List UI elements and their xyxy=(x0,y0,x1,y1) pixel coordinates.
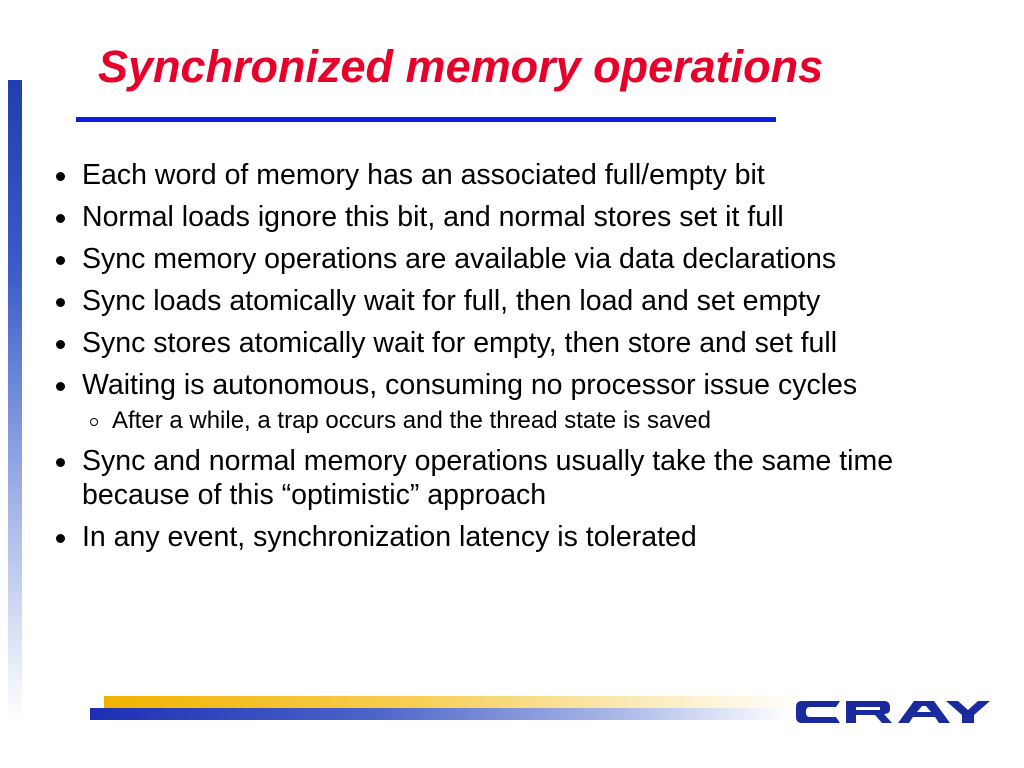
bullet-text: Normal loads ignore this bit, and normal stores set it full xyxy=(82,201,784,233)
bullet-dot-icon xyxy=(56,458,65,467)
sub-bullet-list xyxy=(82,406,1002,436)
bullet-dot-icon xyxy=(56,340,65,349)
bullet-text: Sync stores atomically wait for empty, then store and set full xyxy=(82,327,838,359)
bullet-item xyxy=(52,158,1002,192)
bullet-text: Waiting is autonomous, consuming no processor issue cycles xyxy=(82,369,858,401)
bullet-dot-icon xyxy=(56,534,65,543)
bullet-dot-icon xyxy=(56,214,65,223)
left-gradient-bar xyxy=(8,80,22,720)
bullet-item xyxy=(52,242,1002,276)
bullet-item xyxy=(52,200,1002,234)
sub-bullet-item xyxy=(60,406,1002,436)
bullet-item xyxy=(52,444,1002,512)
bullet-text: Each word of memory has an associated full/empty bit xyxy=(82,159,765,191)
bullet-text: Sync and normal memory operations usually take the same time because of this “optimistic” approach xyxy=(82,445,894,511)
bullet-dot-icon xyxy=(56,256,65,265)
bullet-dot-icon xyxy=(56,172,65,181)
footer-stripe-blue xyxy=(90,708,790,720)
sub-bullet-text: After a while, a trap occurs and the thread state is saved xyxy=(112,407,711,434)
bullet-text: Sync loads atomically wait for full, then load and set empty xyxy=(82,285,821,317)
bullet-item xyxy=(52,326,1002,360)
bullet-text: In any event, synchronization latency is tolerated xyxy=(82,521,697,553)
bullet-item xyxy=(52,368,1002,436)
cray-logo xyxy=(796,697,996,727)
footer-stripe-gold xyxy=(104,696,804,708)
slide-title: Synchronized memory operations xyxy=(98,41,824,92)
bullet-dot-icon xyxy=(56,382,65,391)
bullet-text: Sync memory operations are available via data declarations xyxy=(82,243,837,275)
slide-content xyxy=(52,158,1002,562)
bullet-list xyxy=(52,158,1002,554)
bullet-item xyxy=(52,520,1002,554)
title-underline xyxy=(76,117,776,122)
bullet-dot-icon xyxy=(56,298,65,307)
hollow-circle-icon xyxy=(90,418,98,426)
bullet-item xyxy=(52,284,1002,318)
